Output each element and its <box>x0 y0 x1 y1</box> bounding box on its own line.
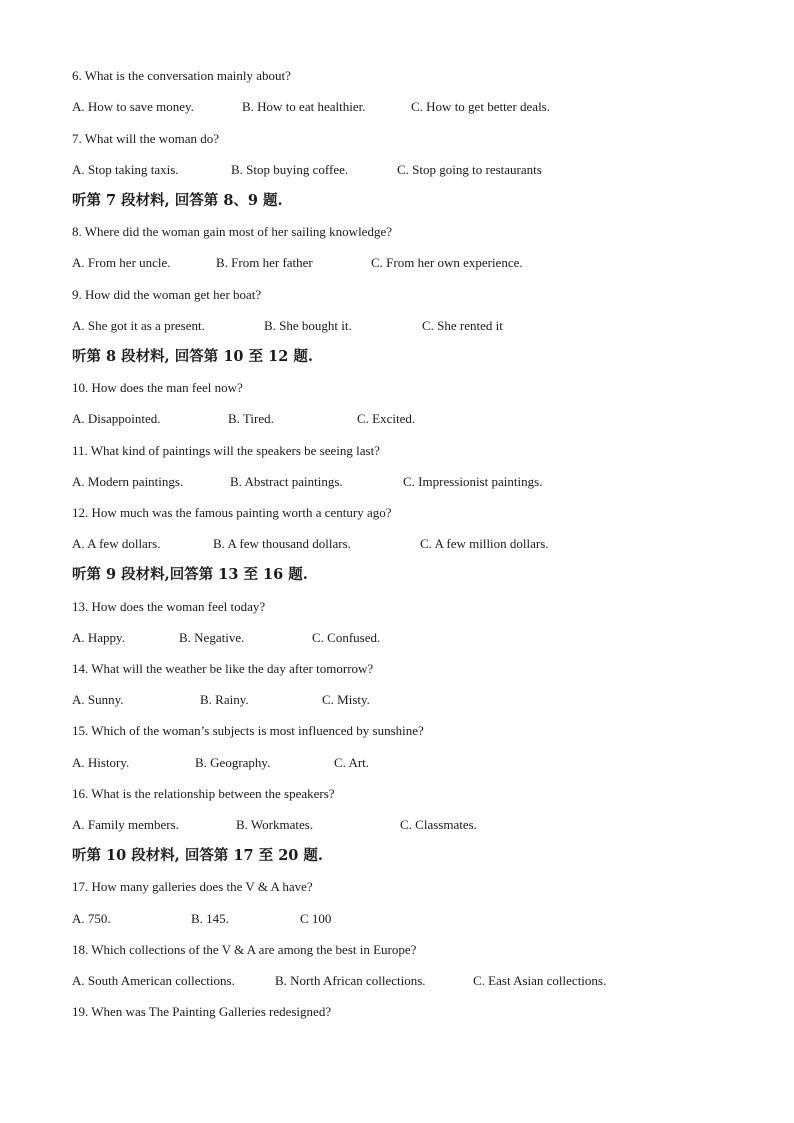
option-a: A. Modern paintings. <box>72 474 184 489</box>
option-c: C. East Asian collections. <box>473 973 607 988</box>
option-c: C. Confused. <box>312 630 381 645</box>
option-c: C. Classmates. <box>400 817 477 832</box>
question-18: 18. Which collections of the V & A are among the best in Europe? <box>72 942 417 957</box>
option-a: A. From her uncle. <box>72 255 171 270</box>
question-16: 16. What is the relationship between the speakers? <box>72 786 335 801</box>
option-a: A. A few dollars. <box>72 536 161 551</box>
section-heading-8: 听第 8 段材料, 回答第 10 至 12 题. <box>72 348 313 365</box>
option-b: B. Abstract paintings. <box>230 474 343 489</box>
option-b: B. Geography. <box>195 755 271 770</box>
question-10: 10. How does the man feel now? <box>72 380 243 395</box>
question-15: 15. Which of the woman’s subjects is most influenced by sunshine? <box>72 723 424 738</box>
section-heading-9: 听第 9 段材料,回答第 13 至 16 题. <box>72 566 308 583</box>
option-a: A. Happy. <box>72 630 125 645</box>
question-7: 7. What will the woman do? <box>72 131 220 146</box>
option-b: B. Rainy. <box>200 692 249 707</box>
option-a: A. History. <box>72 755 130 770</box>
option-c: C. A few million dollars. <box>420 536 549 551</box>
question-13: 13. How does the woman feel today? <box>72 599 266 614</box>
option-c: C. From her own experience. <box>371 255 523 270</box>
option-b: B. North African collections. <box>275 973 426 988</box>
option-a: A. She got it as a present. <box>72 318 205 333</box>
option-c: C. Excited. <box>357 411 416 426</box>
question-12: 12. How much was the famous painting worth a century ago? <box>72 505 392 520</box>
option-a: A. Disappointed. <box>72 411 161 426</box>
option-a: A. How to save money. <box>72 99 194 114</box>
question-8: 8. Where did the woman gain most of her sailing knowledge? <box>72 224 392 239</box>
option-b: B. Workmates. <box>236 817 314 832</box>
option-b: B. She bought it. <box>264 318 352 333</box>
option-b: B. Tired. <box>228 411 274 426</box>
option-c: C. How to get better deals. <box>411 99 550 114</box>
question-17: 17. How many galleries does the V & A have? <box>72 879 313 894</box>
option-b: B. Negative. <box>179 630 245 645</box>
option-c: C. Misty. <box>322 692 370 707</box>
question-19: 19. When was The Painting Galleries redesigned? <box>72 1004 332 1019</box>
question-6: 6. What is the conversation mainly about? <box>72 68 291 83</box>
option-b: B. Stop buying coffee. <box>231 162 349 177</box>
section-heading-7: 听第 7 段材料, 回答第 8、9 题. <box>72 192 283 209</box>
option-c: C. She rented it <box>422 318 503 333</box>
question-11: 11. What kind of paintings will the speakers be seeing last? <box>72 443 380 458</box>
option-a: A. South American collections. <box>72 973 235 988</box>
option-a: A. Stop taking taxis. <box>72 162 179 177</box>
option-a: A. 750. <box>72 911 111 926</box>
option-b: B. 145. <box>191 911 229 926</box>
option-a: A. Sunny. <box>72 692 124 707</box>
option-c: C. Impressionist paintings. <box>403 474 543 489</box>
option-c: C 100 <box>300 911 332 926</box>
option-a: A. Family members. <box>72 817 179 832</box>
option-c: C. Stop going to restaurants <box>397 162 542 177</box>
option-b: B. From her father <box>216 255 313 270</box>
section-heading-10: 听第 10 段材料, 回答第 17 至 20 题. <box>72 847 323 864</box>
question-14: 14. What will the weather be like the day after tomorrow? <box>72 661 374 676</box>
option-b: B. A few thousand dollars. <box>213 536 351 551</box>
option-c: C. Art. <box>334 755 370 770</box>
option-b: B. How to eat healthier. <box>242 99 366 114</box>
question-9: 9. How did the woman get her boat? <box>72 287 262 302</box>
